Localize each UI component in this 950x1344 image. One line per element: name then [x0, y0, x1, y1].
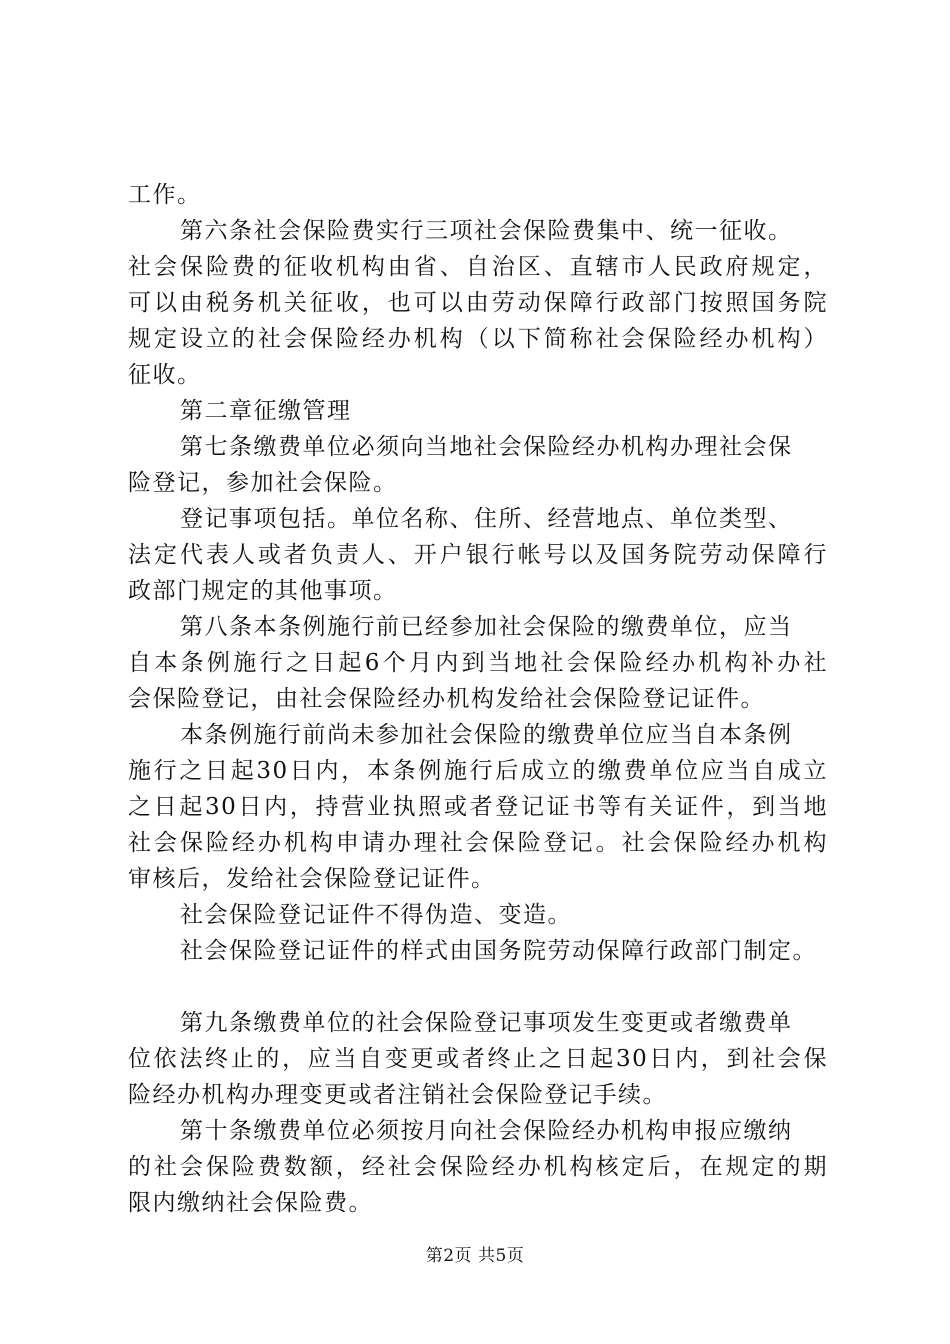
text-line: 第六条社会保险费实行三项社会保险费集中、统一征收。 — [180, 218, 793, 244]
text-line: 限内缴纳社会保险费。 — [128, 1190, 373, 1216]
text-line: 第十条缴费单位必须按月向社会保险经办机构申报应缴纳 — [180, 1118, 793, 1144]
page-number-footer: 第2页 共5页 — [425, 1246, 525, 1266]
text-line: 社会保险费的征收机构由省、自治区、直辖市人民政府规定， — [128, 254, 828, 280]
text-line: 工作。 — [128, 182, 202, 208]
text-line: 本条例施行前尚未参加社会保险的缴费单位应当自本条例 — [180, 722, 793, 748]
text-line: 施行之日起30日内，本条例施行后成立的缴费单位应当自成立 — [128, 758, 828, 784]
text-line: 政部门规定的其他事项。 — [128, 578, 398, 604]
text-line: 社会保险登记证件不得伪造、变造。 — [180, 902, 572, 928]
text-line: 征收。 — [128, 362, 202, 388]
chapter-heading: 第二章征缴管理 — [180, 398, 352, 424]
text-line: 可以由税务机关征收，也可以由劳动保障行政部门按照国务院 — [128, 290, 828, 316]
text-line: 险经办机构办理变更或者注销社会保险登记手续。 — [128, 1082, 667, 1108]
text-line: 第八条本条例施行前已经参加社会保险的缴费单位，应当 — [180, 614, 793, 640]
text-line: 第七条缴费单位必须向当地社会保险经办机构办理社会保 — [180, 434, 793, 460]
text-line: 位依法终止的，应当自变更或者终止之日起30日内，到社会保 — [128, 1046, 828, 1072]
text-line: 审核后，发给社会保险登记证件。 — [128, 866, 496, 892]
text-line: 第九条缴费单位的社会保险登记事项发生变更或者缴费单 — [180, 1010, 793, 1036]
text-line: 登记事项包括。单位名称、住所、经营地点、单位类型、 — [180, 506, 793, 532]
text-line: 自本条例施行之日起6个月内到当地社会保险经办机构补办社 — [128, 650, 828, 676]
text-line: 社会保险登记证件的样式由国务院劳动保障行政部门制定。 — [180, 938, 817, 964]
text-line: 之日起30日内，持营业执照或者登记证书等有关证件，到当地 — [128, 794, 828, 820]
text-line: 法定代表人或者负责人、开户银行帐号以及国务院劳动保障行 — [128, 542, 828, 568]
text-line: 规定设立的社会保险经办机构（以下简称社会保险经办机构） — [128, 326, 828, 352]
text-line: 会保险登记，由社会保险经办机构发给社会保险登记证件。 — [128, 686, 765, 712]
text-line: 的社会保险费数额，经社会保险经办机构核定后，在规定的期 — [128, 1154, 828, 1180]
text-line: 险登记，参加社会保险。 — [128, 470, 398, 496]
text-line: 社会保险经办机构申请办理社会保险登记。社会保险经办机构 — [128, 830, 828, 856]
